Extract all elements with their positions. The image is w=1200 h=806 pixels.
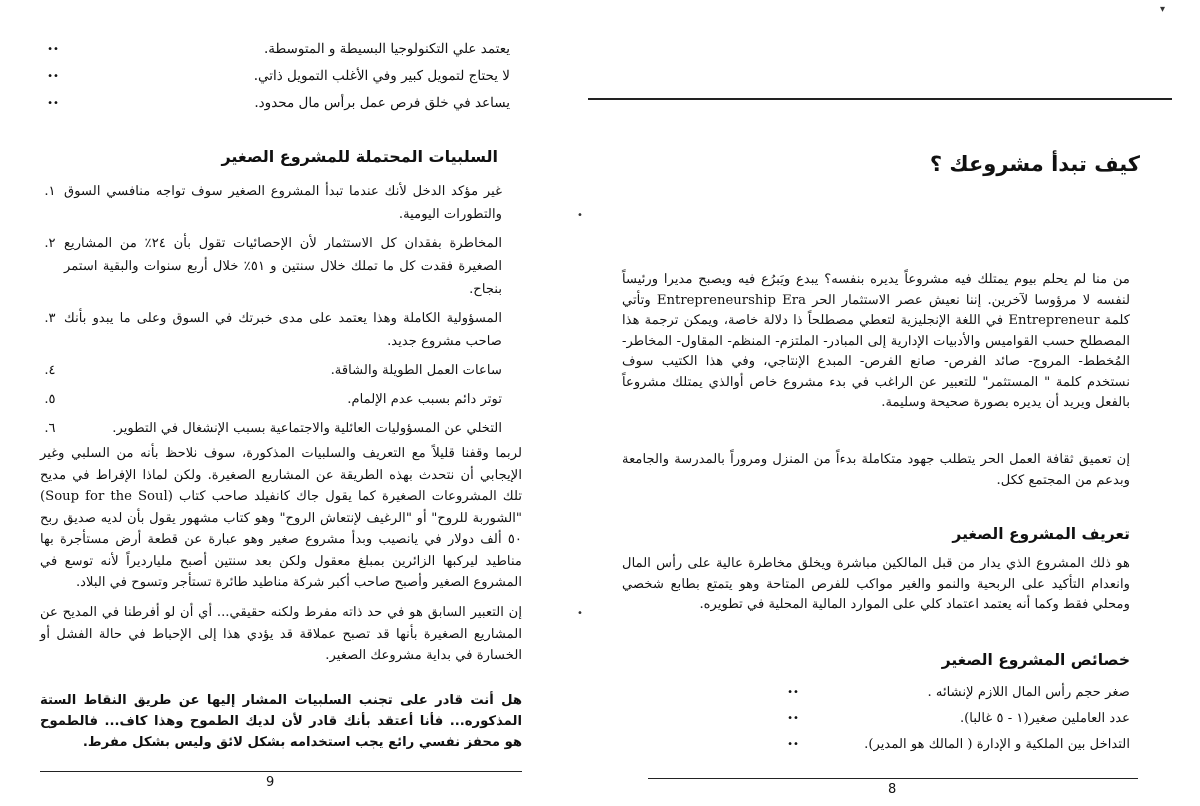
footer-rule xyxy=(648,778,1138,779)
body-paragraph: لربما وقفنا قليلاً مع التعريف والسلبيات المذكورة، سوف نلاحظ بأنه من السلبي وغير الإيجابي أن نتحدث بهذه الطريقة عن المشاريع الصغيرة. ولكن لماذا الإفراط في مديح تلك المشروعات الصغيرة كما يقول جاك كانفيلد صاحب كتاب (Soup for the Soul) "الشوربة للروح" أو "الرغيف لإنتعاش الروح" وهو كتاب مشهور يقول بأن لديه صديق ربح ٥٠ ألف دولار في يانصيب وبدأ مشروع صغير وهو عبارة عن قطعة أرض مستأجرة بها مناطيد ليركبها الزائرين بمبلغ معقول ولكن بعد سنتين أصبح مليارديراً لأنه توسع في المشروع الصغير وأصبح صاحب أكبر شركة مناطيد طائرة تستأجر وتسوح في البلاد. xyxy=(40,446,522,590)
chapter-title: كيف تبدأ مشروعك ؟ xyxy=(929,152,1140,176)
list-item xyxy=(36,417,502,440)
list-item xyxy=(36,232,502,301)
list-item xyxy=(36,388,502,411)
bullet-marker: •• xyxy=(787,687,799,698)
bullet-text: يعتمد علي التكنولوجيا البسيطة و المتوسطة. xyxy=(263,41,510,57)
list-item xyxy=(40,63,510,90)
item-text: التخلي عن المسؤوليات العائلية والاجتماعية بسبب الإنشغال في التطوير. xyxy=(112,421,502,436)
footer-rule xyxy=(40,771,522,772)
bullet-marker: •• xyxy=(787,713,799,724)
bullet-text: عدد العاملين صغير(١ - ٥ غالبا). xyxy=(959,711,1130,726)
list-item xyxy=(36,307,502,353)
body-paragraph: إن التعبير السابق هو في حد ذاته مفرط ولكنه حقيقي... أي أن لو أفرطنا في المديح عن المشاريع الصغيرة بأنها قد تصبح عملاقة قد يؤدي هذا إلى الإحباط في حالة الفشل أو الخسارة في بداية مشروعك الصغير. xyxy=(40,605,522,663)
bullet-marker: •• xyxy=(47,44,59,55)
definition-paragraph: هو ذلك المشروع الذي يدار من قبل المالكين مباشرة ويخلق مخاطرة عالية على رأس المال وانعدام التأكيد على الربحية والنمو والغير مواكب للفرص المتاحة وهو يتمتع بطابع شخصي ومحلي فقط وكما أنه يعتمد اعتماد كلي على الموارد المالية المحلية في تطويره. xyxy=(622,556,1130,612)
characteristics-list xyxy=(780,680,1130,758)
right-page xyxy=(580,0,1200,806)
item-text: توتر دائم بسبب عدم الإلمام. xyxy=(347,392,502,407)
list-item xyxy=(780,680,1130,706)
item-text: ساعات العمل الطويلة والشاقة. xyxy=(330,363,502,378)
scan-speck: • xyxy=(577,210,583,221)
item-number: ٥. xyxy=(44,392,56,407)
list-item xyxy=(780,732,1130,758)
closing-paragraph: هل أنت قادر على تجنب السلبيات المشار إليها عن طريق النقاط الستة المذكوره... فأنا أعتقد بأنك قادر لأن لديك الطموح وهذا كاف... فالطموح هو محفز نفسي رائع يجب استخدامه بشكل لائق وليس بشكل مفرط. xyxy=(40,693,522,750)
item-text: غير مؤكد الدخل لأنك عندما تبدأ المشروع الصغير سوف تواجه منافسي السوق والتطورات اليومية. xyxy=(64,184,502,222)
bullet-text: صغر حجم رأس المال اللازم لإنشائه . xyxy=(927,685,1130,700)
page-number: 8 xyxy=(888,782,897,797)
item-number: ٦. xyxy=(44,421,56,436)
item-text: المسؤولية الكاملة وهذا يعتمد على مدى خبرتك في السوق وعلى ما يبدو بأنك صاحب مشروع جديد. xyxy=(64,311,502,349)
characteristics-heading: خصائص المشروع الصغير xyxy=(941,651,1130,669)
left-page xyxy=(0,0,560,806)
intro-paragraph: من منا لم يحلم بيوم يمتلك فيه مشروعاً يديره بنفسه؟ يبدع ويَبرُع فيه ويصبح مديرا ورئيساً لنفسه لا مرؤوسا لآخرين. إننا نعيش عصر الاستثمار الحر Entrepreneurship Era وتأتي كلمة Entrepreneur في اللغة الإنجليزية لتعطي مصطلحاً ذا دلالة خاصة، ويمكن ترجمة هذا المصطلح حسب القواميس والأدبيات الإدارية إلى المبادر- الملتزم- المنظم- المقاول- المخاطر- المُخطط- المروج- صائد الفرص- صانع الفرص- المبدع الإنتاجي، وفي هذا الكتيب سوف نستخدم كلمة " المستثمر" للتعبير عن الراغب في بدء مشروع خاص أوالذي يمتلك مشروعاً بالفعل ويريد أن يديره بصورة صحيحة وسليمة. xyxy=(622,272,1130,410)
item-text: المخاطرة بفقدان كل الاستثمار لأن الإحصائيات تقول بأن ٢٤٪ من المشاريع الصغيرة فقدت كل ما تملك خلال سنتين و ٥١٪ خلال أربع سنوات والبقية استمر بنجاح. xyxy=(64,236,503,297)
item-number: ١. xyxy=(44,184,56,199)
item-number: ٢. xyxy=(44,236,56,251)
bullet-text: التداخل بين الملكية و الإدارة ( المالك هو المدير). xyxy=(864,737,1130,752)
list-item xyxy=(40,36,510,63)
definition-heading: تعريف المشروع الصغير xyxy=(952,525,1130,543)
list-item xyxy=(780,706,1130,732)
bullet-text: يساعد في خلق فرص عمل برأس مال محدود. xyxy=(254,95,510,111)
negatives-heading: السلبيات المحتملة للمشروع الصغير xyxy=(221,147,498,166)
bullet-text: لا يحتاج لتمويل كبير وفي الأغلب التمويل ذاتي. xyxy=(253,68,510,84)
page-number: 9 xyxy=(266,775,275,790)
body-paragraph: إن تعميق ثقافة العمل الحر يتطلب جهود متكاملة بدءاً من المنزل ومروراً بالمدرسة والجامعة وبدعم من المجتمع ككل. xyxy=(622,452,1130,488)
scan-speck: ▾ xyxy=(1160,4,1166,15)
list-item xyxy=(36,180,502,226)
bullet-marker: •• xyxy=(47,71,59,82)
list-item xyxy=(40,90,510,117)
item-number: ٤. xyxy=(44,363,56,378)
bullet-marker: •• xyxy=(787,739,799,750)
bullet-marker: •• xyxy=(47,98,59,109)
item-number: ٣. xyxy=(44,311,56,326)
negatives-list xyxy=(36,180,502,446)
scan-speck: • xyxy=(577,608,583,619)
header-rule xyxy=(588,98,1172,100)
list-item xyxy=(36,359,502,382)
top-bullet-list xyxy=(40,36,510,117)
